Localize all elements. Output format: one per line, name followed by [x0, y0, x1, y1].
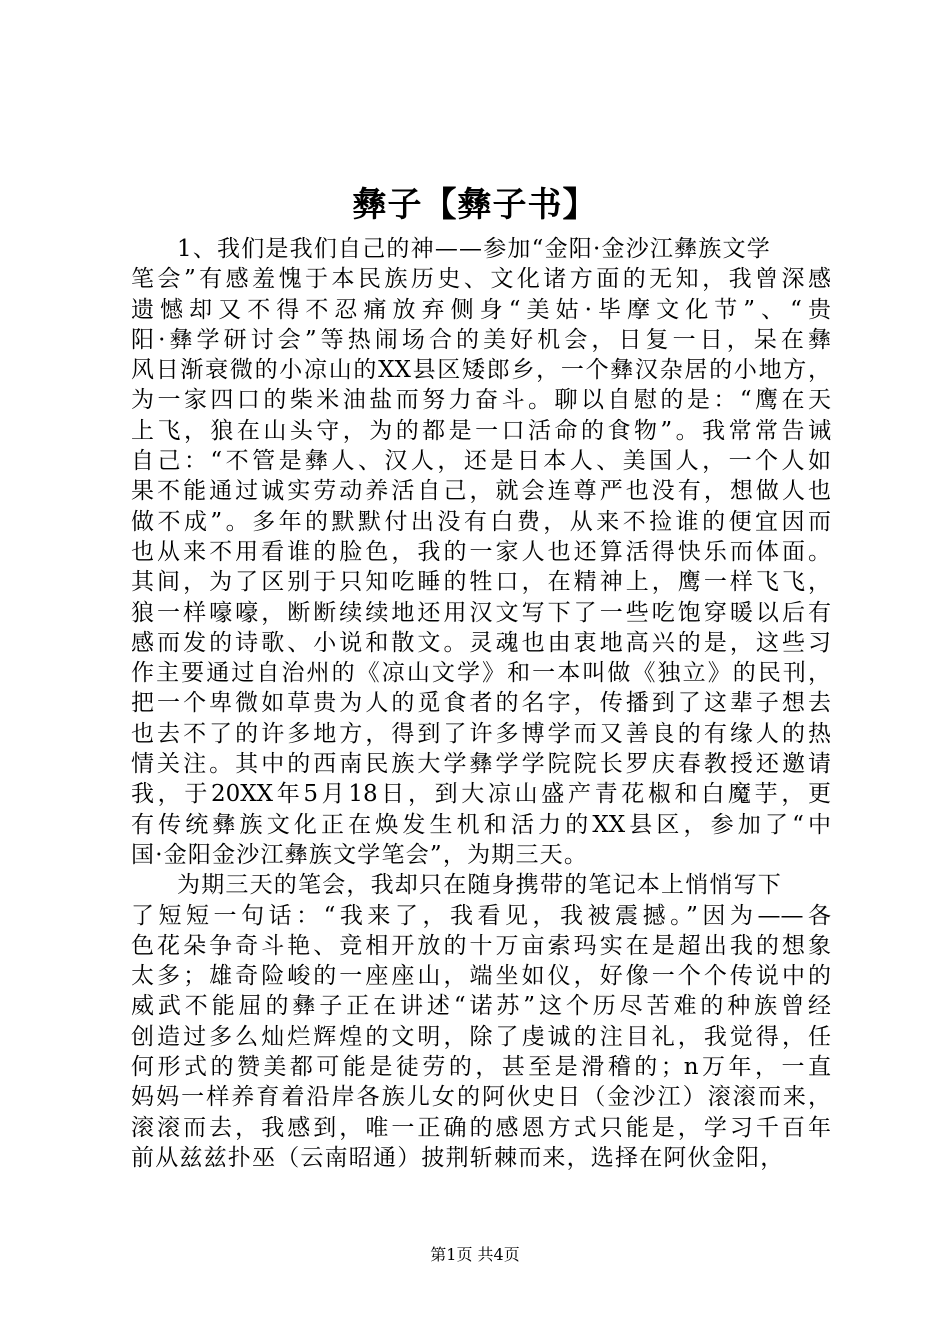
text-line: 风日渐衰微的小凉山的XX县区矮郎乡，一个彝汉杂居的小地方，: [131, 357, 831, 384]
text-line: 威武不能屈的彝子正在讲述“诺苏”这个历尽苦难的种族曾经: [131, 993, 831, 1020]
text-line: 情关注。其中的西南民族大学彝学学院院长罗庆春教授还邀请: [131, 751, 831, 778]
text-line: 也从来不用看谁的脸色，我的一家人也还算活得快乐而体面。: [131, 538, 831, 565]
document-body: [131, 234, 831, 1173]
text-line: 也去不了的许多地方，得到了许多博学而又善良的有缘人的热: [131, 720, 831, 747]
text-line: 了短短一句话：“我来了，我看见，我被震撼。”因为——各: [131, 902, 831, 929]
text-line: 妈妈一样养育着沿岸各族儿女的阿伙史日（金沙江）滚滚而来，: [131, 1084, 831, 1111]
page-footer: 第1页 共4页: [430, 1245, 520, 1264]
text-line: 感而发的诗歌、小说和散文。灵魂也由衷地高兴的是，这些习: [131, 629, 831, 656]
paragraph: [131, 234, 831, 870]
text-line: 上飞，狼在山头守，为的都是一口活命的食物”。我常常告诫: [131, 417, 831, 444]
text-line: 笔会”有感羞愧于本民族历史、文化诸方面的无知，我曾深感: [131, 266, 831, 293]
text-line: 阳·彝学研讨会”等热闹场合的美好机会，日复一日，呆在彝: [131, 326, 831, 353]
text-line: 做不成”。多年的默默付出没有白费，从来不捡谁的便宜因而: [131, 508, 831, 535]
text-line: 太多；雄奇险峻的一座座山，端坐如仪，好像一个个传说中的: [131, 963, 831, 990]
text-line: 创造过多么灿烂辉煌的文明，除了虔诚的注目礼，我觉得，任: [131, 1023, 831, 1050]
text-line: 果不能通过诚实劳动养活自己，就会连尊严也没有，想做人也: [131, 478, 831, 505]
text-line: 前从兹兹扑巫（云南昭通）披荆斩棘而来，选择在阿伙金阳，: [131, 1144, 785, 1171]
text-line: 为一家四口的柴米油盐而努力奋斗。聊以自慰的是：“鹰在天: [131, 387, 831, 414]
text-line: 色花朵争奇斗艳、竞相开放的十万亩索玛实在是超出我的想象: [131, 932, 831, 959]
text-line: 有传统彝族文化正在焕发生机和活力的XX县区，参加了“中: [131, 811, 831, 838]
text-line: 何形式的赞美都可能是徒劳的，甚至是滑稽的；n万年，一直: [131, 1054, 831, 1081]
text-line: 作主要通过自治州的《凉山文学》和一本叫做《独立》的民刊，: [131, 660, 831, 687]
text-line: 国·金阳金沙江彝族文学笔会”，为期三天。: [131, 841, 589, 868]
text-line: 狼一样嚎嚎，断断续续地还用汉文写下了一些吃饱穿暖以后有: [131, 599, 831, 626]
text-line: 把一个卑微如草贵为人的觅食者的名字，传播到了这辈子想去: [131, 690, 831, 717]
text-line: 自己：“不管是彝人、汉人，还是日本人、美国人，一个人如: [131, 448, 831, 475]
text-line: 滚滚而去，我感到，唯一正确的感恩方式只能是，学习千百年: [131, 1114, 831, 1141]
text-line: 我，于20XX年5月18日，到大凉山盛产青花椒和白魔芋，更: [131, 781, 831, 808]
text-line: 为期三天的笔会，我却只在随身携带的笔记本上悄悄写下: [177, 872, 782, 899]
paragraph: [131, 870, 831, 1173]
text-line: 其间，为了区别于只知吃睡的牲口，在精神上，鹰一样飞飞，: [131, 569, 831, 596]
text-line: 遗憾却又不得不忍痛放弃侧身“美姑·毕摩文化节”、“贵: [131, 296, 831, 323]
text-line: 1、我们是我们自己的神——参加“金阳·金沙江彝族文学: [177, 236, 771, 262]
document-title: 彝子【彝子书】: [352, 185, 598, 225]
